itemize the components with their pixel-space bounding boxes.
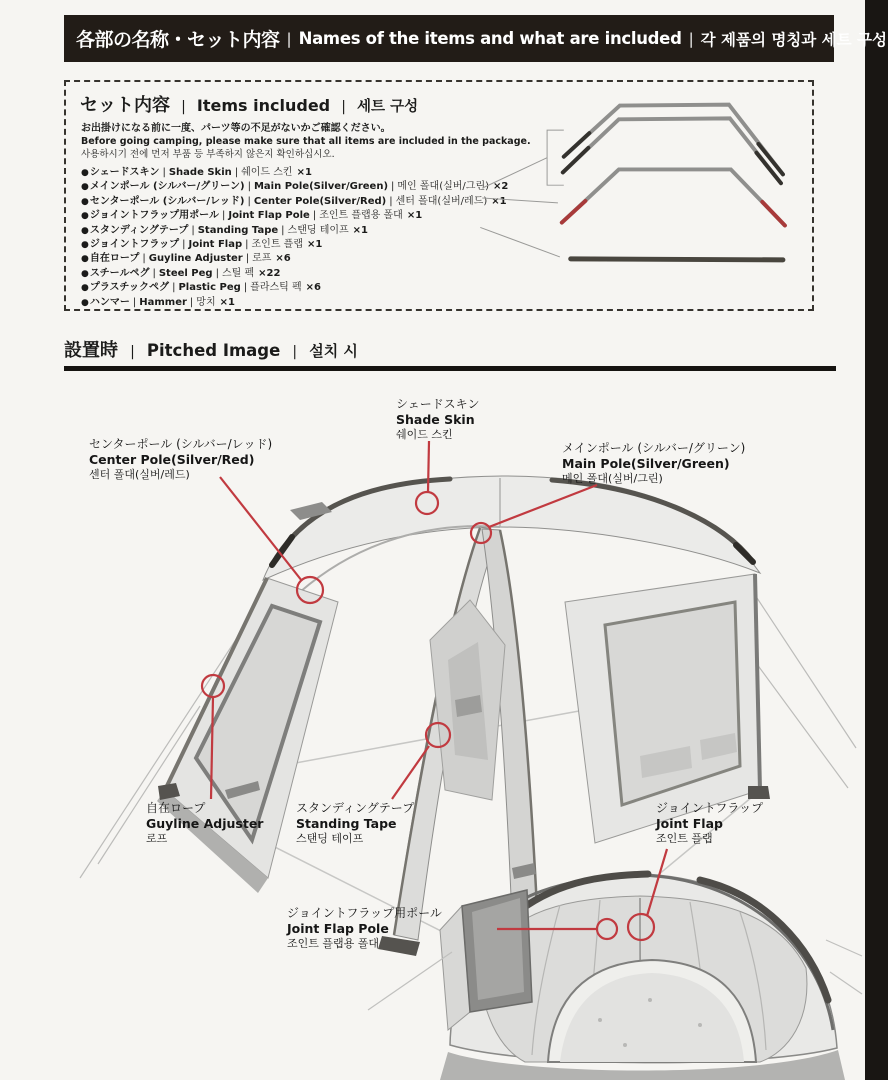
item-row-shade-skin bbox=[81, 166, 508, 180]
rear-tent-drawing bbox=[368, 874, 862, 1080]
bullet-icon: ● bbox=[81, 297, 89, 308]
label-jp: 自在ロープ bbox=[146, 801, 206, 815]
separator: | bbox=[312, 210, 317, 222]
bullet-icon: ● bbox=[81, 196, 89, 207]
separator: | bbox=[286, 29, 292, 48]
label-kr: 쉐이드 스킨 bbox=[396, 428, 453, 441]
item-row-hammer bbox=[81, 296, 508, 310]
item-kr: 스탠딩 테이프 bbox=[287, 224, 349, 236]
label-center-pole bbox=[89, 437, 272, 482]
item-en: Main Pole(Silver/Green) bbox=[253, 181, 389, 193]
separator: | bbox=[341, 99, 346, 115]
label-en: Joint Flap bbox=[656, 816, 723, 831]
bullet-icon: ● bbox=[81, 168, 89, 178]
pitched-title-jp: 設置時 bbox=[64, 340, 118, 361]
separator: | bbox=[191, 224, 195, 236]
pitched-illustration bbox=[0, 375, 888, 1080]
item-en: Guyline Adjuster bbox=[148, 253, 243, 265]
separator: | bbox=[243, 282, 248, 294]
label-en: Shade Skin bbox=[396, 412, 475, 427]
item-jp: ハンマー bbox=[89, 296, 130, 308]
bullet-icon: ● bbox=[81, 211, 89, 222]
item-kr: 쉐이드 스킨 bbox=[241, 167, 293, 178]
item-qty: ×1 bbox=[491, 195, 507, 207]
label-en: Center Pole(Silver/Red) bbox=[89, 452, 255, 467]
bullet-icon: ● bbox=[81, 240, 89, 251]
item-qty: ×1 bbox=[306, 239, 323, 251]
item-qty: ×6 bbox=[305, 282, 321, 294]
separator: | bbox=[181, 99, 186, 115]
separator: | bbox=[234, 167, 239, 178]
separator: | bbox=[152, 267, 156, 279]
item-en: Standing Tape bbox=[197, 224, 279, 236]
pitched-title-kr: 설치 시 bbox=[309, 342, 358, 360]
note-kr: 사용하시기 전에 먼저 부품 등 부족하지 않은지 확인하십시오. bbox=[81, 149, 335, 160]
item-row-guyline bbox=[81, 252, 508, 266]
page-header bbox=[64, 15, 887, 62]
item-kr: 센터 폴대(실버/레드) bbox=[395, 195, 488, 207]
item-qty: ×2 bbox=[493, 181, 509, 193]
label-kr: 조인트 플랩용 폴대 bbox=[287, 937, 380, 950]
separator: | bbox=[182, 239, 186, 251]
item-qty: ×1 bbox=[296, 167, 312, 178]
items-included-box bbox=[64, 80, 814, 311]
item-kr: 로프 bbox=[252, 253, 272, 265]
check-note bbox=[81, 122, 531, 161]
separator: | bbox=[215, 267, 219, 279]
item-qty: ×6 bbox=[275, 253, 291, 265]
label-jp: センターポール (シルバー/レッド) bbox=[89, 437, 273, 451]
item-qty: ×1 bbox=[219, 296, 235, 308]
items-title-kr: 세트 구성 bbox=[357, 99, 419, 115]
item-kr: 플라스틱 펙 bbox=[250, 282, 302, 294]
item-qty: ×1 bbox=[352, 224, 369, 236]
main-pole-1 bbox=[564, 105, 783, 175]
section-rule bbox=[64, 366, 836, 371]
item-row-plastic-peg bbox=[81, 281, 508, 295]
label-en: Main Pole(Silver/Green) bbox=[562, 456, 730, 471]
separator: | bbox=[688, 29, 694, 48]
item-jp: ジョイントフラップ bbox=[89, 239, 180, 251]
item-row-joint-flap-pole bbox=[81, 209, 508, 223]
separator: | bbox=[247, 195, 251, 207]
item-qty: ×22 bbox=[258, 267, 281, 279]
bullet-icon: ● bbox=[81, 182, 89, 193]
label-jp: ジョイントフラップ用ポール bbox=[287, 906, 442, 920]
item-kr: 조인트 플랩용 폴대 bbox=[319, 210, 403, 222]
item-en: Joint Flap Pole bbox=[228, 210, 310, 222]
separator: | bbox=[245, 253, 250, 265]
header-title-kr: 각 제품의 명칭과 세트 구성 bbox=[700, 30, 887, 49]
bullet-icon: ● bbox=[81, 254, 89, 265]
center-pole bbox=[562, 169, 785, 225]
separator: | bbox=[247, 181, 251, 193]
item-jp: シェードスキン bbox=[89, 167, 160, 178]
header-title-jp: 各部の名称・セット内容 bbox=[76, 29, 280, 51]
pitched-title-en: Pitched Image bbox=[146, 341, 281, 360]
separator: | bbox=[189, 296, 194, 308]
label-en: Joint Flap Pole bbox=[287, 921, 389, 936]
item-en: Joint Flap bbox=[188, 239, 243, 251]
item-kr: 망치 bbox=[196, 296, 216, 308]
bullet-icon: ● bbox=[81, 283, 89, 294]
label-kr: 센터 폴대(실버/레드) bbox=[89, 468, 190, 481]
separator: | bbox=[132, 296, 137, 308]
item-qty: ×1 bbox=[406, 210, 423, 222]
shade-skin-leader bbox=[428, 441, 429, 492]
items-title-en: Items included bbox=[196, 96, 331, 115]
pole-shapes bbox=[562, 105, 785, 260]
item-row-joint-flap bbox=[81, 238, 508, 252]
separator: | bbox=[130, 344, 135, 360]
separator: | bbox=[281, 224, 285, 236]
item-jp: センターポール (シルバー/レッド) bbox=[89, 195, 245, 207]
separator: | bbox=[292, 344, 298, 360]
item-jp: スチールペグ bbox=[89, 267, 150, 279]
note-jp: お出掛けになる前に一度、パーツ等の不足がないかご確認ください。 bbox=[81, 123, 391, 134]
label-jp: メインポール (シルバー/グリーン) bbox=[562, 441, 746, 455]
right-corner-foot bbox=[748, 786, 770, 799]
label-en: Standing Tape bbox=[296, 816, 397, 831]
note-en: Before going camping, please make sure that all items are included in the package. bbox=[81, 136, 531, 147]
item-jp: プラスチックペグ bbox=[89, 282, 170, 294]
label-standing-tape bbox=[296, 801, 414, 846]
bullet-icon: ● bbox=[81, 225, 89, 236]
item-jp: ジョイントフラップ用ポール bbox=[89, 210, 219, 222]
item-en: Shade Skin bbox=[168, 167, 232, 178]
center-pole-leader bbox=[220, 477, 302, 581]
item-jp: スタンディングテープ bbox=[89, 224, 189, 236]
item-en: Steel Peg bbox=[158, 267, 213, 279]
label-kr: 메인 폴대(실버/그린) bbox=[562, 472, 663, 485]
label-guyline-adjuster bbox=[146, 801, 263, 846]
separator: | bbox=[391, 181, 395, 193]
label-en: Guyline Adjuster bbox=[146, 816, 264, 831]
label-jp: シェードスキン bbox=[396, 397, 480, 411]
items-list bbox=[81, 166, 508, 310]
label-kr: 스탠딩 테이프 bbox=[296, 832, 364, 845]
label-shade-skin bbox=[396, 397, 480, 442]
main-pole-2 bbox=[563, 118, 781, 183]
item-kr: 조인트 플랩 bbox=[251, 239, 303, 251]
bullet-icon: ● bbox=[81, 268, 89, 279]
items-box-title bbox=[80, 91, 418, 117]
item-kr: 메인 폴대(실버/그린) bbox=[397, 181, 490, 193]
separator: | bbox=[389, 195, 393, 207]
label-joint-flap-pole bbox=[287, 906, 442, 951]
item-row-standing-tape bbox=[81, 224, 508, 238]
item-kr: 스틸 펙 bbox=[221, 267, 255, 279]
item-row-steel-peg bbox=[81, 267, 508, 281]
item-en: Center Pole(Silver/Red) bbox=[253, 195, 387, 207]
rear-left-window-inner bbox=[472, 898, 524, 1000]
label-jp: ジョイントフラップ bbox=[656, 801, 764, 815]
item-en: Plastic Peg bbox=[178, 282, 241, 294]
separator: | bbox=[162, 167, 166, 178]
item-jp: 自在ロープ bbox=[89, 253, 140, 265]
separator: | bbox=[172, 282, 176, 294]
label-kr: 조인트 플랩 bbox=[656, 832, 713, 845]
label-joint-flap bbox=[656, 801, 763, 846]
separator: | bbox=[245, 239, 249, 251]
item-jp: メインポール (シルバー/グリーン) bbox=[89, 181, 245, 193]
item-row-center-pole bbox=[81, 195, 508, 209]
header-title-en: Names of the items and what are included bbox=[298, 29, 682, 48]
joint-flap-pole-bar bbox=[571, 259, 783, 260]
items-title-jp: セット内容 bbox=[80, 95, 170, 116]
item-en: Hammer bbox=[139, 296, 187, 308]
separator: | bbox=[142, 253, 146, 265]
item-row-main-pole bbox=[81, 180, 508, 194]
pitched-section-title bbox=[64, 336, 358, 362]
label-jp: スタンディングテープ bbox=[296, 801, 415, 815]
label-main-pole bbox=[562, 441, 745, 486]
label-kr: 로프 bbox=[146, 832, 168, 845]
separator: | bbox=[221, 210, 226, 222]
